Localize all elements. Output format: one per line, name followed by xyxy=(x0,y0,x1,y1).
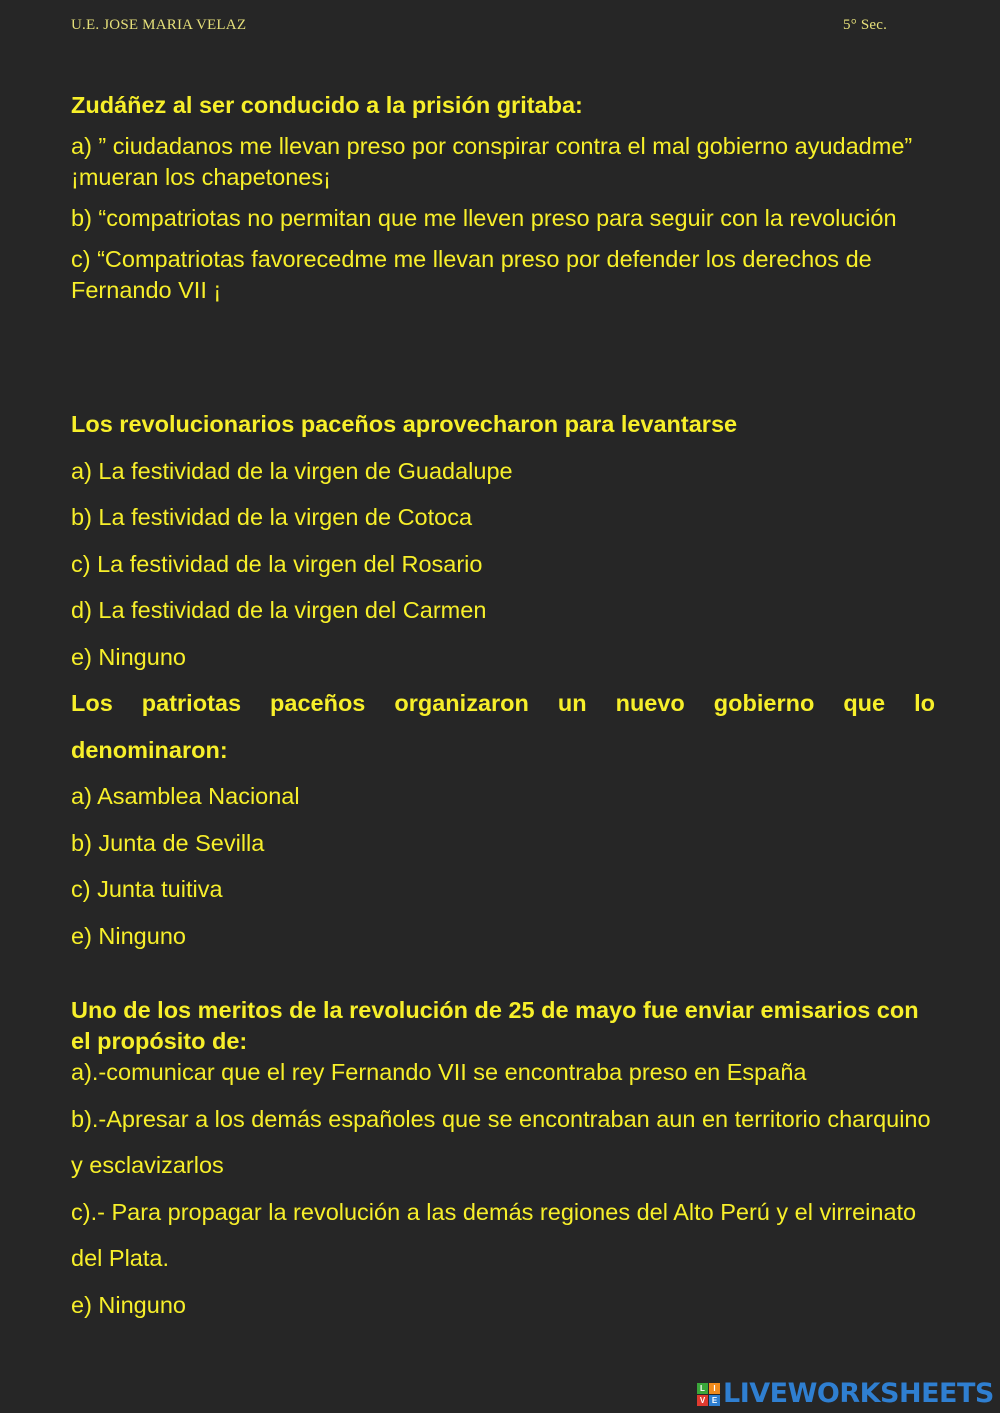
logo-letter-l: L xyxy=(697,1383,708,1394)
logo-letter-e: E xyxy=(709,1395,720,1406)
question-4-text: Uno de los meritos de la revolución de 25 de mayo fue enviar emisarios con el propósito de: xyxy=(71,997,919,1054)
question-2-option-d: d) La festividad de la virgen del Carmen xyxy=(71,597,487,623)
question-2-option-b: b) La festividad de la virgen de Cotoca xyxy=(71,504,473,530)
logo-letter-i: I xyxy=(709,1383,720,1394)
logo-letter-v: V xyxy=(697,1395,708,1406)
question-3-option-e: e) Ninguno xyxy=(71,922,186,949)
question-2-option-c: c) La festividad de la virgen del Rosario xyxy=(71,550,483,577)
question-4-option-e: e) Ninguno xyxy=(71,1291,186,1318)
liveworksheets-watermark xyxy=(697,1380,994,1408)
question-3-text-line2: denominaron: xyxy=(71,736,228,763)
question-2 xyxy=(71,401,935,680)
question-4-option-b: b).-Apresar a los demás españoles que se encontraban aun en territorio charquino y esclavizarlos xyxy=(71,1105,931,1178)
question-1-option-b: b) “compatriotas no permitan que me lleven preso para seguir con la revolución xyxy=(71,205,897,231)
question-1-text: Zudáñez al ser conducido a la prisión gritaba: xyxy=(71,92,583,118)
school-name: U.E. JOSE MARIA VELAZ xyxy=(71,17,247,33)
liveworksheets-logo-icon xyxy=(697,1383,720,1406)
question-1-option-c: c) “Compatriotas favorecedme me llevan preso por defender los derechos de Fernando VII ¡ xyxy=(71,246,872,303)
watermark-text: LIVEWORKSHEETS xyxy=(723,1378,994,1409)
grade-label: 5° Sec. xyxy=(843,17,888,33)
question-3-option-c: c) Junta tuitiva xyxy=(71,876,223,902)
question-3-option-b: b) Junta de Sevilla xyxy=(71,829,265,856)
question-4 xyxy=(71,995,935,1328)
question-4-option-c: c).- Para propagar la revolución a las demás regiones del Alto Perú y el virreinato del Plata. xyxy=(71,1198,917,1271)
question-2-text: Los revolucionarios paceños aprovecharon para levantarse xyxy=(71,411,738,437)
question-3-option-a: a) Asamblea Nacional xyxy=(71,783,300,809)
question-2-option-a: a) La festividad de la virgen de Guadalupe xyxy=(71,457,513,484)
question-4-option-a: a).-comunicar que el rey Fernando VII se encontraba preso en España xyxy=(71,1059,807,1085)
question-1 xyxy=(71,90,935,306)
question-1-option-a: a) ” ciudadanos me llevan preso por conspirar contra el mal gobierno ayudadme” ¡mueran los chapetones¡ xyxy=(71,133,913,190)
question-2-option-e: e) Ninguno xyxy=(71,643,186,670)
question-3-text-line1: Los patriotas paceños organizaron un nuevo gobierno que lo xyxy=(71,690,935,716)
question-3 xyxy=(71,680,935,959)
